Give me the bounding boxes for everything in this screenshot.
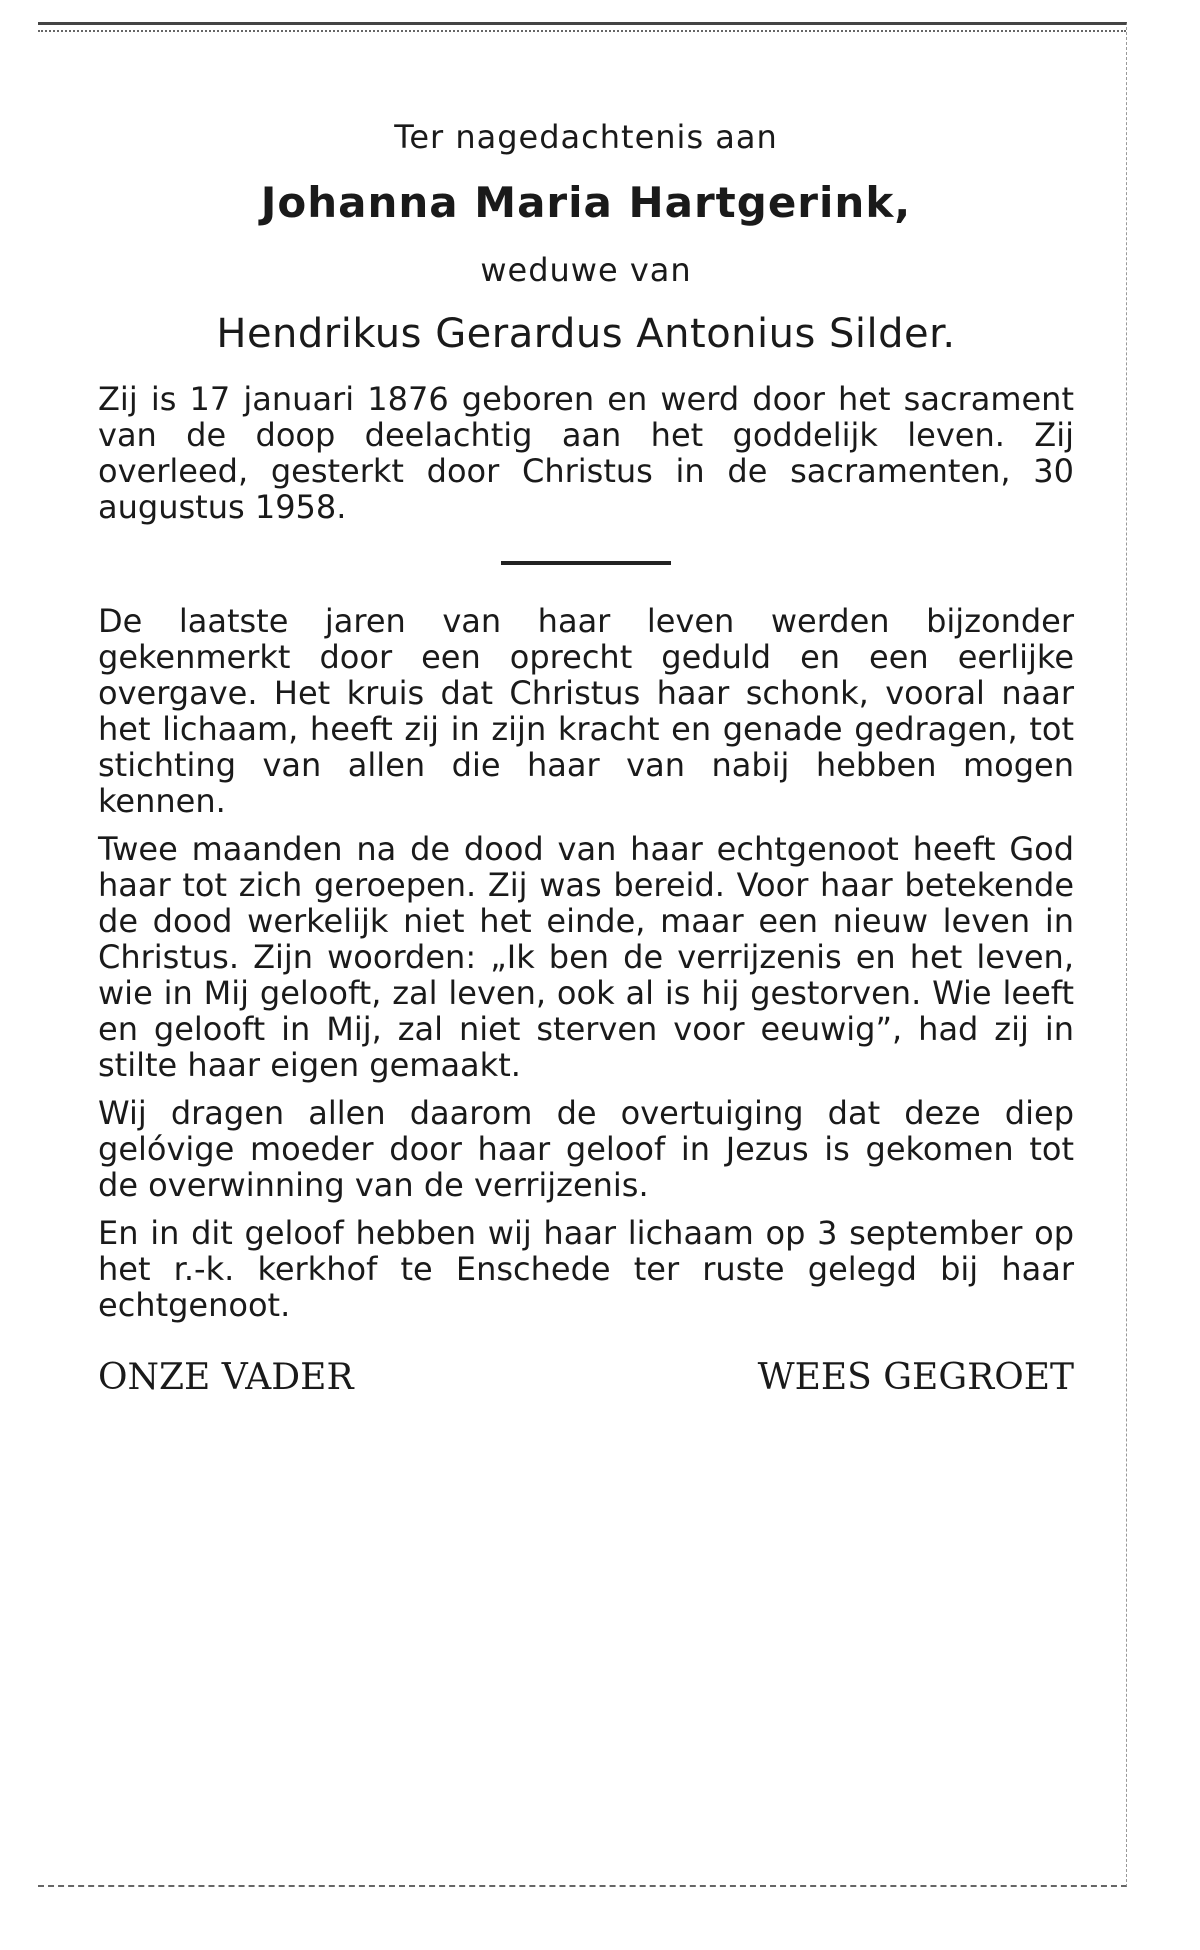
paragraph-birth-death: Zij is 17 januari 1876 geboren en werd door het sacrament van de doop deelachtig aan het goddelijk leven. Zij overleed, gesterkt door Christus in de sacramenten, 30 augustus 1958. <box>98 380 1074 526</box>
memorial-card <box>98 110 1074 1398</box>
prayer-onze-vader: ONZE VADER <box>98 1357 354 1398</box>
intro-line: Ter nagedachtenis aan <box>394 118 778 156</box>
deceased-name: Johanna Maria Hartgerink, <box>260 178 912 227</box>
prayers-row <box>98 1357 1074 1398</box>
paragraph-conviction: Wij dragen allen daarom de overtuiging dat deze diep gelóvige moeder door haar geloof in Jezus is gekomen tot de overwinning van de verrijzenis. <box>98 1094 1074 1204</box>
spouse-name: Hendrikus Gerardus Antonius Silder. <box>216 311 956 357</box>
paragraph-burial: En in dit geloof hebben wij haar lichaam op 3 september op het r.-k. kerkhof te Enschede ter ruste gelegd bij haar echtgenoot. <box>98 1214 1074 1324</box>
paragraph-last-years: De laatste jaren van haar leven werden bijzonder gekenmerkt door een oprecht geduld en een eerlijke overgave. Het kruis dat Christus haar schonk, vooral naar het lichaam, heeft zij in zijn kracht en genade gedragen, tot stichting van allen die haar van nabij hebben mogen kennen. <box>98 602 1074 820</box>
paragraph-called-home: Twee maanden na de dood van haar echtgenoot heeft God haar tot zich geroepen. Zij was bereid. Voor haar betekende de dood werkelijk niet het einde, maar een nieuw leven in Christus. Zijn woorden: „Ik ben de verrijzenis en het leven, wie in Mij gelooft, zal leven, ook al is hij gestorven. Wie leeft en gelooft in Mij, zal niet sterven voor eeuwig”, had zij in stilte haar eigen gemaakt. <box>98 830 1074 1084</box>
separator-rule <box>501 561 671 565</box>
prayer-wees-gegroet: WEES GEGROET <box>757 1357 1074 1398</box>
relation-line: weduwe van <box>480 251 692 289</box>
top-border-line <box>38 30 1126 32</box>
